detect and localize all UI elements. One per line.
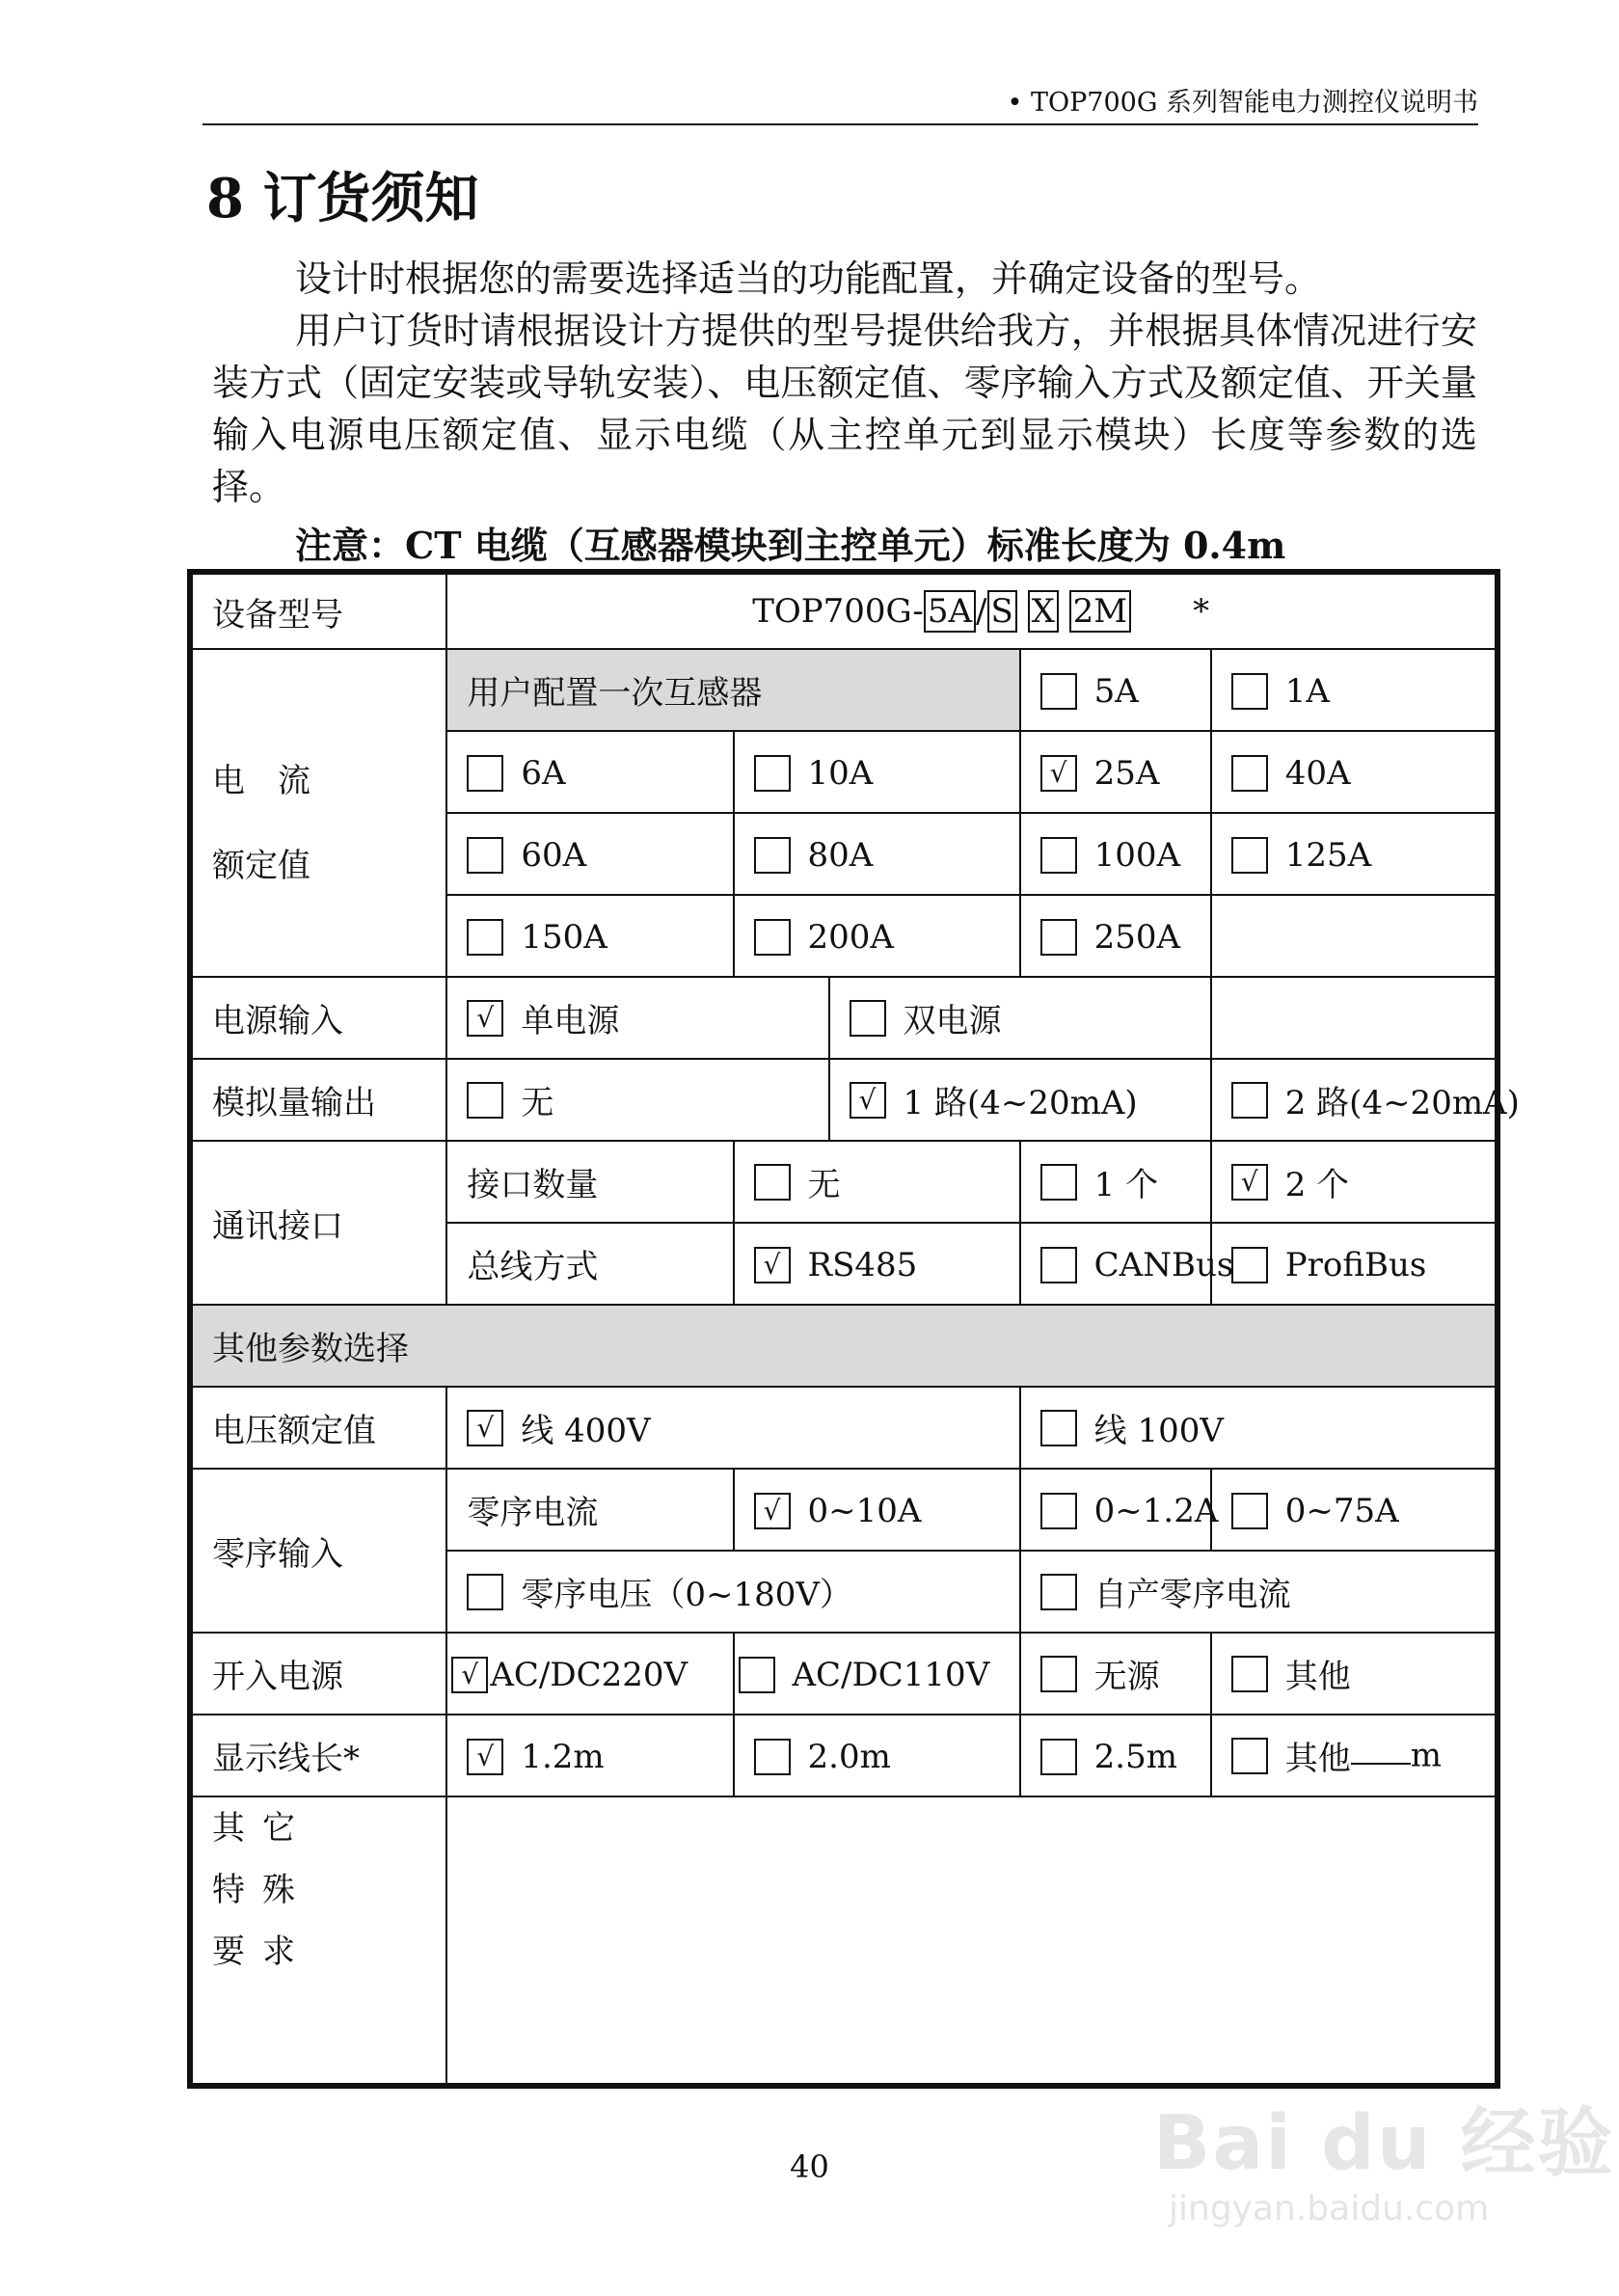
section-title: 8 订货须知 (206, 167, 479, 230)
option-cell[interactable]: 1 个 (1020, 1141, 1211, 1223)
power-row (190, 977, 1498, 1059)
paragraph-intro: 设计时根据您的需要选择适当的功能配置，并确定设备的型号。 (295, 257, 1322, 300)
option-cell[interactable]: 0~75A (1211, 1469, 1498, 1551)
checkbox[interactable]: √ (1040, 755, 1077, 792)
option-cell[interactable]: √ 1.2m (446, 1715, 733, 1796)
checkbox[interactable] (1231, 1082, 1268, 1119)
checkbox[interactable] (850, 1000, 886, 1037)
display-label: 显示线长* (190, 1715, 446, 1796)
option-cell[interactable]: CANBus (1020, 1223, 1211, 1305)
model-field-2: S (987, 590, 1017, 633)
model-field-3: X (1028, 590, 1059, 633)
option-cell[interactable]: 2.5m (1020, 1715, 1211, 1796)
ct-config-header: 用户配置一次互感器 (446, 649, 1019, 731)
special-input-area[interactable] (446, 1796, 1498, 2086)
option-cell[interactable]: 2 路(4~20mA) (1211, 1059, 1498, 1141)
option-cell[interactable]: 0~1.2A (1020, 1469, 1211, 1551)
option-cell[interactable]: 200A (734, 895, 1020, 977)
option-cell[interactable]: 其他 m (1211, 1715, 1498, 1796)
checkbox[interactable]: √ (1231, 1164, 1268, 1201)
checkbox[interactable] (467, 837, 503, 874)
checkbox[interactable] (1231, 755, 1268, 792)
checkbox[interactable] (1231, 1247, 1268, 1283)
checkbox[interactable] (1040, 837, 1077, 874)
checkbox[interactable] (467, 755, 503, 792)
checkbox[interactable]: √ (754, 1493, 791, 1529)
option-cell[interactable]: √ RS485 (734, 1223, 1020, 1305)
watermark-logo: Bai du 经验 (1153, 2100, 1615, 2187)
zero-current-row (190, 1469, 1498, 1551)
model-field-1: 5A (924, 590, 976, 633)
checkbox[interactable]: √ (451, 1657, 488, 1693)
checkbox[interactable] (467, 919, 503, 956)
option-cell[interactable]: 无源 (1020, 1633, 1211, 1715)
model-row (190, 572, 1498, 649)
option-cell[interactable]: 线 100V (1020, 1387, 1498, 1469)
voltage-label: 电压额定值 (190, 1387, 446, 1469)
checkbox[interactable] (1040, 1574, 1077, 1610)
comm-label: 通讯接口 (190, 1141, 446, 1305)
option-cell[interactable]: 10A (734, 731, 1020, 813)
option-cell[interactable]: 1A (1211, 649, 1498, 731)
special-label: 其它 特殊 要求 (190, 1796, 446, 2086)
power-label: 电源输入 (190, 977, 446, 1059)
input-power-label: 开入电源 (190, 1633, 446, 1715)
analog-label: 模拟量输出 (190, 1059, 446, 1141)
voltage-row (190, 1387, 1498, 1469)
option-cell[interactable]: 60A (446, 813, 733, 895)
option-cell[interactable]: √ 1 路(4~20mA) (829, 1059, 1211, 1141)
option-cell[interactable]: 250A (1020, 895, 1211, 977)
current-row-1 (190, 649, 1498, 731)
option-cell[interactable]: 125A (1211, 813, 1498, 895)
checkbox[interactable]: √ (754, 1247, 791, 1283)
option-cell[interactable]: ProfiBus (1211, 1223, 1498, 1305)
other-section-header: 其他参数选择 (190, 1305, 1498, 1387)
checkbox[interactable]: √ (467, 1410, 503, 1446)
checkbox[interactable] (1040, 1739, 1077, 1775)
empty-cell (1211, 977, 1498, 1059)
model-label: 设备型号 (190, 572, 446, 649)
option-cell[interactable]: 80A (734, 813, 1020, 895)
option-cell[interactable]: 无 (734, 1141, 1020, 1223)
current-label: 电 流 额定值 (190, 649, 446, 977)
checkbox[interactable]: √ (850, 1082, 886, 1119)
option-cell[interactable]: 5A (1020, 649, 1211, 731)
checkbox[interactable] (1040, 673, 1077, 710)
model-code: TOP700G- 5A / S X 2M * (446, 572, 1498, 649)
comm-count-row (190, 1141, 1498, 1223)
checkbox[interactable] (1040, 1164, 1077, 1201)
checkbox[interactable] (754, 755, 791, 792)
zero-current-label: 零序电流 (446, 1469, 733, 1551)
option-cell[interactable]: 双电源 (829, 977, 1211, 1059)
checkbox[interactable] (754, 1164, 791, 1201)
checkbox[interactable]: √ (467, 1739, 503, 1775)
header-rule (202, 123, 1478, 125)
special-row (190, 1796, 1498, 2086)
option-cell[interactable]: √ 25A (1020, 731, 1211, 813)
order-form-table (187, 569, 1520, 2089)
checkbox[interactable] (1040, 1410, 1077, 1446)
option-cell[interactable]: 100A (1020, 813, 1211, 895)
page-number: 40 (790, 2148, 829, 2185)
checkbox[interactable] (1231, 837, 1268, 874)
comm-count-label: 接口数量 (446, 1141, 733, 1223)
watermark-url: jingyan.baidu.com (1169, 2189, 1490, 2228)
option-cell[interactable]: AC/DC110V (734, 1633, 1020, 1715)
empty-cell (1211, 895, 1498, 977)
checkbox[interactable] (1040, 1493, 1077, 1529)
option-cell[interactable]: 自产零序电流 (1020, 1551, 1498, 1633)
checkbox[interactable] (1040, 1247, 1077, 1283)
length-blank[interactable] (1351, 1738, 1411, 1765)
paragraph-instructions: 用户订货时请根据设计方提供的型号提供给我方，并根据具体情况进行安装方式（固定安装或导轨安装）、电压额定值、零序输入方式及额定值、开关量输入电源电压额定值、显示电缆（从主控单元到显示模块）长度等参数的选择。 (212, 310, 1477, 508)
option-cell[interactable]: 零序电压（0~180V） (446, 1551, 1019, 1633)
checkbox[interactable] (1231, 1738, 1268, 1774)
checkbox[interactable] (1040, 1656, 1077, 1692)
other-section-row (190, 1305, 1498, 1387)
option-cell[interactable]: 其他 (1211, 1633, 1498, 1715)
option-cell[interactable]: 2.0m (734, 1715, 1020, 1796)
option-cell[interactable]: √ AC/DC220V (446, 1633, 733, 1715)
option-cell[interactable]: 无 (446, 1059, 828, 1141)
option-cell[interactable]: 40A (1211, 731, 1498, 813)
option-cell[interactable]: √ 2 个 (1211, 1141, 1498, 1223)
checkbox[interactable]: √ (467, 1000, 503, 1037)
checkbox[interactable] (1040, 919, 1077, 956)
display-row (190, 1715, 1498, 1796)
option-cell[interactable]: 150A (446, 895, 733, 977)
option-cell[interactable]: √ 0~10A (734, 1469, 1020, 1551)
checkbox[interactable] (1231, 673, 1268, 710)
cable-note: 注意：CT 电缆（互感器模块到主控单元）标准长度为 0.4m (295, 524, 1286, 567)
option-cell[interactable]: √ 线 400V (446, 1387, 1019, 1469)
model-field-4: 2M (1069, 590, 1131, 633)
analog-row (190, 1059, 1498, 1141)
checkbox[interactable] (754, 919, 791, 956)
checkbox[interactable] (754, 1739, 791, 1775)
checkbox[interactable] (754, 837, 791, 874)
running-header: • TOP700G 系列智能电力测控仪说明书 (1007, 88, 1478, 118)
checkbox[interactable] (739, 1657, 775, 1693)
option-cell[interactable]: √ 单电源 (446, 977, 828, 1059)
zero-label: 零序输入 (190, 1469, 446, 1633)
input-power-row (190, 1633, 1498, 1715)
checkbox[interactable] (1231, 1493, 1268, 1529)
option-cell[interactable]: 6A (446, 731, 733, 813)
checkbox[interactable] (467, 1574, 503, 1610)
comm-bus-label: 总线方式 (446, 1223, 733, 1305)
checkbox[interactable] (1231, 1656, 1268, 1692)
checkbox[interactable] (467, 1082, 503, 1119)
